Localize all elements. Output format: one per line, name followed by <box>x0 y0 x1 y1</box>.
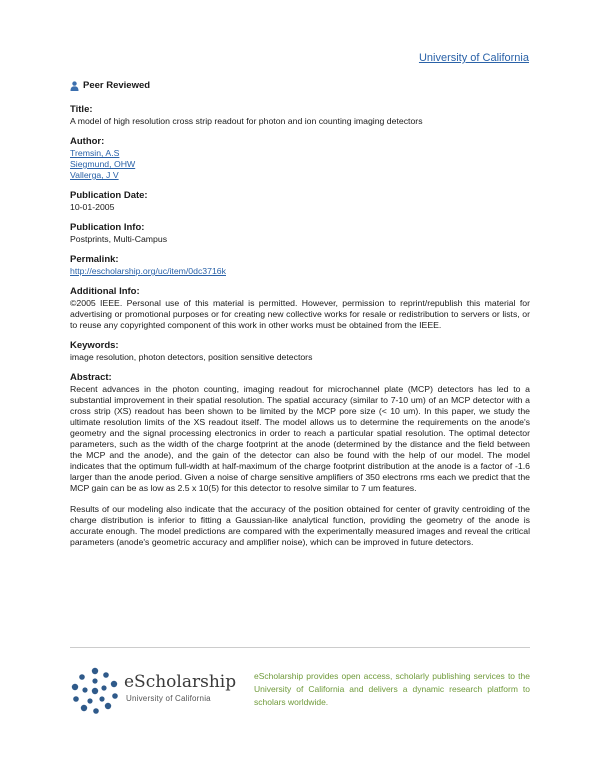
abstract-paragraph-1: Recent advances in the photon counting, imaging readout for microchannel plate (MCP) detectors has led to a substantial improvement in their spatial resolution. The spatial accuracy (similar to 7-10 um) of an MCP detector with a cross strip (XS) readout has been shown to be limited by the MCP pore size (< 10 um). In this paper, we study the ultimate resolution limits of the XS readout itself. The model allows us to determine the requirements on the anode's geometry and the signal processing electronics in order to reach a particular spatial resolution. The optimal detector parameters, such as the width of the charge footprint at the anode (determined by the distance and the field between the MCP and the anode), and the gain of the detector can also be found with the help of our model. The model indicates that the optimum full-width at half-maximum of the charge footprint distribution at the anode is a factor of -1.6 larger than the anode period. Given a noise of charge sensitive amplifiers of 350 electrons rms each we predict that the MCP gain can be as low as 2.5 x 10(5) for this detector to resolve similar to 7 um features. <box>70 384 530 493</box>
peer-reviewed-badge <box>70 80 530 91</box>
keywords-label: Keywords: <box>70 340 119 351</box>
permalink-label: Permalink: <box>70 254 119 265</box>
author-link[interactable]: Vallerga, J V <box>70 170 119 180</box>
title-label: Title: <box>70 104 93 115</box>
author-link[interactable]: Tremsin, A.S <box>70 148 120 158</box>
keywords-section <box>70 339 530 363</box>
escholarship-dots-icon <box>70 666 120 716</box>
abstract-label: Abstract: <box>70 372 112 383</box>
permalink-section <box>70 253 530 277</box>
publication-date-label: Publication Date: <box>70 190 148 201</box>
escholarship-tagline: eScholarship provides open access, scholarly publishing services to the University of California and delivers a dynamic research platform to scholars worldwide. <box>254 671 530 707</box>
title-section <box>70 103 530 127</box>
keywords-value: image resolution, photon detectors, position sensitive detectors <box>70 352 313 362</box>
additional-info-label: Additional Info: <box>70 286 140 297</box>
publication-date-section <box>70 189 530 213</box>
publication-date-value: 10-01-2005 <box>70 202 115 212</box>
footer-divider <box>70 647 530 648</box>
publication-info-label: Publication Info: <box>70 222 145 233</box>
university-of-california-link[interactable]: University of California <box>418 52 529 64</box>
author-link[interactable]: Siegmund, OHW <box>70 159 136 169</box>
author-label: Author: <box>70 136 105 147</box>
escholarship-logo[interactable] <box>70 666 250 718</box>
escholarship-logo-subtitle: University of California <box>126 694 211 703</box>
person-icon <box>70 81 79 91</box>
additional-info-section <box>70 285 530 331</box>
publication-info-section <box>70 221 530 245</box>
footer <box>70 662 530 722</box>
abstract-paragraph-2: Results of our modeling also indicate that the accuracy of the position obtained for center of gravity centroiding of the charge distribution is inferior to fitting a Gaussian-like analytical function, providing the geometry of the anode is accurate enough. The model predictions are compared with the experimentally measured images and reveal the critical parameters (anode's geometric accuracy and amplifier noise), which can be improved in future detectors. <box>70 504 530 547</box>
record-content <box>70 80 530 556</box>
publication-info-value: Postprints, Multi-Campus <box>70 234 168 244</box>
title-value: A model of high resolution cross strip readout for photon and ion counting imaging detectors <box>70 116 423 126</box>
escholarship-logo-title: eScholarship <box>124 672 237 692</box>
author-section <box>70 135 530 181</box>
permalink-link[interactable]: http://escholarship.org/uc/item/0dc3716k <box>70 266 226 276</box>
abstract-section <box>70 371 530 548</box>
peer-reviewed-label: Peer Reviewed <box>83 80 151 91</box>
additional-info-value: ©2005 IEEE. Personal use of this material is permitted. However, permission to reprint/republish this material for advertising or promotional purposes or for creating new collective works for resale or redistribution to servers or lists, or to reuse any copyrighted component of this work in other works must be obtained from the IEEE. <box>70 298 530 330</box>
